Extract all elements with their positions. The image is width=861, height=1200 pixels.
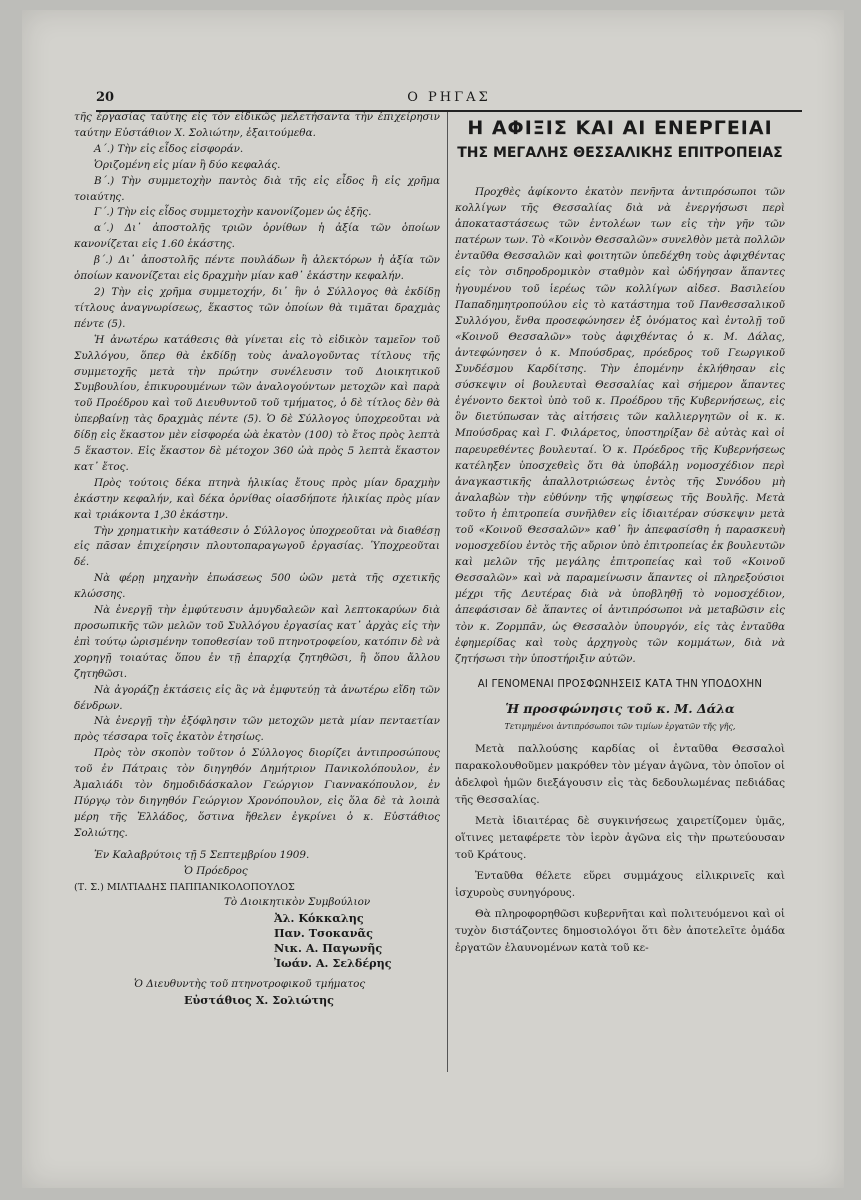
left-paragraph: Β΄.) Τὴν συμμετοχὴν παντὸς διὰ τῆς εἰς εἶδος ἢ εἰς χρῆμα τοιαύτης. <box>74 174 440 203</box>
article-subtitle: ΤΗΣ ΜΕΓΑΛΗΣ ΘΕΣΣΑΛΙΚΗΣ ΕΠΙΤΡΟΠΕΙΑΣ <box>457 145 783 161</box>
left-paragraph: Ὁριζομένη εἰς μίαν ἢ δύο κεφαλάς. <box>94 158 281 171</box>
board-member: Νικ. Α. Παγωνῆς <box>274 941 383 956</box>
left-paragraph: Τὴν χρηματικὴν κατάθεσιν ὁ Σύλλογος ὑποχρεοῦται νὰ διαθέσῃ εἰς πᾶσαν ἐπιχείρησιν πλουτοπαραγωγοῦ ἐργασίας. Ὑποχρεοῦται δέ. <box>74 524 440 569</box>
speech-subheading: Τετιμημένοι ἀντιπρόσωποι τῶν τιμίων ἐργατῶν τῆς γῆς, <box>504 722 736 731</box>
left-paragraph: α΄.) Δι᾽ ἀποστολῆς τριῶν ὀρνίθων ἡ ἀξία τῶν ὁποίων κανονίζεται εἰς 1.60 ἑκάστης. <box>74 222 440 251</box>
left-paragraph: Νὰ ἀγοράζῃ ἐκτάσεις εἰς ἃς νὰ ἐμφυτεύῃ τὰ ἀνωτέρω εἴδη τῶν δένδρων. <box>74 683 440 712</box>
board-member: Ἰωάν. Α. Σελδέρης <box>274 956 392 971</box>
left-paragraph: 2) Τὴν εἰς χρῆμα συμμετοχήν, δι᾽ ἣν ὁ Σύλλογος θὰ ἐκδίδῃ τίτλους ἀναγνωρίσεως, ἕκαστος τῶν ὁποίων θὰ τιμᾶται δραχμὰς πέντε (5). <box>74 285 440 330</box>
left-paragraph: Πρὸς τούτοις δέκα πτηνὰ ἡλικίας ἔτους πρὸς μίαν δραχμὴν ἑκάστην κεφαλήν, καὶ δέκα ὀρνίθας οἱασδήποτε ἡλικίας πρὸς μίαν καὶ τριάκοντα 1,30 ἑκάστην. <box>74 476 440 521</box>
left-paragraph: Νὰ φέρῃ μηχανὴν ἐπωάσεως 500 ὠῶν μετὰ τῆς σχετικῆς κλώσσης. <box>74 572 440 601</box>
left-paragraph: β΄.) Δι᾽ ἀποστολῆς πέντε πουλάδων ἢ ἀλεκτόρων ἡ ἀξία τῶν ὁποίων κανονίζεται εἰς δραχμὴν μίαν καθ᾽ ἑκάστην κεφαλήν. <box>74 254 440 283</box>
left-paragraph: Νὰ ἐνεργῇ τὴν ἐξόφλησιν τῶν μετοχῶν μετὰ μίαν πενταετίαν πρὸς τέσσαρα τοῖς ἑκατὸν ἐτησίως. <box>74 715 440 744</box>
right-column <box>455 110 785 961</box>
article-title: Η ΑΦΙΞΙΣ ΚΑΙ ΑΙ ΕΝΕΡΓΕΙΑΙ <box>467 117 773 139</box>
board-member: Παν. Τσοκανᾶς <box>274 926 373 941</box>
president-label: Ὁ Πρόεδρος <box>184 864 248 877</box>
section-heading: ΑΙ ΓΕΝΟΜΕΝΑΙ ΠΡΟΣΦΩΝΗΣΕΙΣ ΚΑΤΑ ΤΗΝ ΥΠΟΔΟΧΗΝ <box>477 678 763 690</box>
speech-paragraph: Ἐνταῦθα θέλετε εὕρει συμμάχους εἰλικρινεῖς καὶ ἰσχυροὺς συνηγόρους. <box>455 870 785 900</box>
director-label: Ὁ Διευθυντὴς τοῦ πτηνοτροφικοῦ τμήματος <box>134 978 366 991</box>
left-paragraph: Πρὸς τὸν σκοπὸν τοῦτον ὁ Σύλλογος διορίζει ἀντιπροσώπους τοῦ ἐν Πάτραις τὸν διηγηθόν Δημήτριον Πανικολόπουλον, ἐν Ἀμαλιάδι τὸν δημοδιδάσκαλον Γεώργιον Γιαννακόπουλον, ἐν Πύργῳ τὸν διηγηθόν Γεώργιον Χρονόπουλον, εἰς ὅλα δὲ τὰ λοιπὰ μέρη τῆς Ἑλλάδος, ὅστινα ἤθελεν ἐγκρίνει ὁ κ. Εὐστάθιος Σολιώτης. <box>74 747 440 839</box>
board-members <box>74 911 440 971</box>
director-name: Εὐστάθιος Χ. Σολιώτης <box>184 993 334 1008</box>
article-paragraph: Προχθὲς ἀφίκοντο ἑκατὸν πενῆντα ἀντιπρόσωποι τῶν κολλίγων τῆς Θεσσαλίας διὰ νὰ ἐνεργήσωσι περὶ ἀποκαταστάσεως τῶν ἐντολέων των εἰς τὴν γῆν τῶν πατέρων των. Τὸ «Κοινὸν Θεσσαλῶν» συνελθὸν μετὰ πολλῶν ἐνταῦθα Θεσσαλῶν καὶ φοιτητῶν ὑπεδέχθη τοὺς ἀφιχθέντας εἰς τὸν σιδηροδρομικὸν σταθμὸν καὶ ὡδήγησαν ἅπαντες ἡγουμένου τοῦ ἱερέως τῶν κολλίγων αἰδεσ. Βασιλείου Παπαδημητροπούλου εἰς τὸ κατάστημα τοῦ Πανθεσσαλικοῦ Συλλόγου, ἔνθα προσεφώνησεν ἐξ ὀνόματος καὶ ἐντολῇ τοῦ «Κοινοῦ Θεσσαλῶν» τοὺς ἀφιχθέντας ὁ κ. Μ. Δάλας, ἀντεφώνησεν ὁ κ. Μπούσδρας, πρόεδρος τοῦ Γεωργικοῦ Συνδέσμου Καρδίτσης. Τὴν ἑπομένην ἐκλήθησαν εἰς σύσκεψιν οἱ βουλευταὶ Θεσσαλίας καὶ σήμερον ἅπαντες ἐγένοντο δεκτοὶ ὑπὸ τοῦ κ. Προέδρου τῆς Κυβερνήσεως, εἰς ὃν διετύπωσαν τὰς αἰτήσεις τῶν καλλιεργητῶν οἱ κ. κ. Μπούσδρας καὶ Γ. Φιλάρετος, ὑποστηρίξαν δὲ αὐτὰς καὶ οἱ παρευρεθέντες βουλευταί. Ὁ κ. Πρόεδρος τῆς Κυβερνήσεως κατέληξεν ὑποσχεθεὶς ὅτι θὰ ὑποβάλῃ νομοσχέδιον περὶ ἀναγκαστικῆς ἀπαλλοτριώσεως ἐντὸς τῆς Συνόδου μὴ ἀναλαβὼν τὴν εὐθύνην τῆς ψηφίσεως τῆς Βουλῆς. Μετὰ τοῦτο ἡ ἐπιτροπεία συνῆλθεν εἰς ἰδιαιτέραν σύσκεψιν μετὰ τοῦ «Κοινοῦ Θεσσαλῶν» καθ᾽ ἣν ἀπεφασίσθη ἡ παρασκευὴ νομοσχεδίου ἐντὸς τῆς αὔριον ὑπὸ ἐπιτροπείας ἐκ βουλευτῶν καὶ μελῶν τῆς μεγάλης ἐπιτροπείας καὶ τοῦ «Κοινοῦ Θεσσαλῶν» καὶ νὰ παραμείνωσιν ἅπαντες οἱ πληρεξούσιοι μέχρι τῆς Δευτέρας διὰ νὰ ὑποβληθῇ τὸ νομοσχέδιον, ἀπεφάσισαν δὲ ἅπαντες οἱ ἀντιπρόσωποι νὰ μεταβῶσιν εἰς τὸν κ. Ζορμπᾶν, ὡς Θεσσαλὸν ὑπουργόν, εἰς τὰς ἐνταῦθα ἐφημερίδας καὶ τοὺς ἀρχηγοὺς τῶν κομμάτων, διὰ νὰ ζητήσωσι τὴν ὑποστήριξιν αὐτῶν. <box>455 186 785 665</box>
date-line: Ἐν Καλαβρύτοις τῇ 5 Σεπτεμβρίου 1909. <box>94 848 310 861</box>
board-member: Ἀλ. Κόκκαλης <box>274 911 364 926</box>
page-number: 20 <box>96 90 115 105</box>
speech-paragraph: Μετὰ παλλούσης καρδίας οἱ ἐνταῦθα Θεσσαλοὶ παρακολουθοῦμεν μακρόθεν τὸν μέγαν ἀγῶνα, τὸν ὁποῖον οἱ ἀδελφοὶ ἡμῶν διεξάγουσιν εἰς τὰς δεδουλωμένας πεδιάδας τῆς Θεσσαλίας. <box>455 743 785 807</box>
board-label: Τὸ Διοικητικὸν Συμβούλιον <box>224 896 371 909</box>
left-paragraph: Γ΄.) Τὴν εἰς εἶδος συμμετοχὴν κανονίζομεν ὡς ἑξῆς. <box>94 206 372 219</box>
president-name: (Τ. Σ.) ΜΙΛΤΙΑΔΗΣ ΠΑΠΠΑΝΙΚΟΛΟΠΟΥΛΟΣ <box>74 881 295 893</box>
speech-paragraph: Μετὰ ἰδιαιτέρας δὲ συγκινήσεως χαιρετίζομεν ὑμᾶς, οἵτινες μεταφέρετε τὸν ἱερὸν ἀγῶνα εἰς τὴν πρωτεύουσαν τοῦ Κράτους. <box>455 815 785 862</box>
speech-body <box>455 741 785 957</box>
column-divider <box>447 112 448 1072</box>
speech-paragraph: Θὰ πληροφορηθῶσι κυβερνῆται καὶ πολιτευόμενοι καὶ οἱ τυχὸν διστάζοντες δημοσιολόγοι ὅτι δὲν ἀποτελεῖτε ὁμάδα ἐργατῶν ἐλαυνομένων κατὰ τοῦ κε- <box>455 908 785 955</box>
left-paragraph: Α΄.) Τὴν εἰς εἶδος εἰσφοράν. <box>94 142 244 155</box>
newspaper-title: Ο ΡΗΓΑΣ <box>407 90 491 105</box>
speech-heading: Ἡ προσφώνησις τοῦ κ. Μ. Δάλα <box>505 700 735 716</box>
page-header <box>96 88 802 112</box>
left-paragraph: Νὰ ἐνεργῇ τὴν ἐμφύτευσιν ἀμυγδαλεῶν καὶ λεπτοκαρύων διὰ προσωπικῆς τῶν μελῶν τοῦ Συλλόγου ἐργασίας κατ᾽ ἀρχὰς εἰς τὴν ἐπὶ τούτῳ ὡρισμένην τοποθεσίαν τοῦ πτηνοτροφείου, κατόπιν δὲ νὰ χορηγῇ τοιαύτας ὅπου ἐν τῇ ἐπαρχίᾳ ζητηθῶσι, ἢ ὅπου ἄλλου ζητηθῶσι. <box>74 604 440 680</box>
left-paragraph: Ἡ ἀνωτέρω κατάθεσις θὰ γίνεται εἰς τὸ εἰδικὸν ταμεῖον τοῦ Συλλόγου, ὅπερ θὰ ἐκδίδῃ τοὺς ἀναλογοῦντας τίτλους τῆς συμμετοχῆς μετὰ τὴν πρώτην συνέλευσιν τοῦ Διοικητικοῦ Συμβουλίου, ἐπικυρουμένων τῶν ἀναλογούντων μετοχῶν καὶ παρὰ τοῦ Προέδρου καὶ τοῦ Διευθυντοῦ τοῦ τμήματος, ὁ δὲ τίτλος δὲν θὰ ὑπερβαίνῃ τὰς δραχμὰς πέντε (5). Ὁ δὲ Σύλλογος ὑποχρεοῦται νὰ δίδῃ εἰς ἕκαστον μὲν εἰσφορέα ὠὰ ἑκατὸν (100) τὸ ἔτος πρὸς λεπτὰ 5 ἕκαστον. Εἰς ἕκαστον δὲ μέτοχον 360 ὠὰ πρὸς 5 λεπτὰ ἕκαστον κατ᾽ ἔτος. <box>74 333 440 473</box>
left-paragraph: τῆς ἐργασίας ταύτης εἰς τὸν εἰδικῶς μελετήσαντα τὴν ἐπιχείρησιν ταύτην Εὐστάθιον Χ. Σολιώτην, ἐξαιτούμεθα. <box>74 111 440 139</box>
left-column <box>74 110 440 1009</box>
